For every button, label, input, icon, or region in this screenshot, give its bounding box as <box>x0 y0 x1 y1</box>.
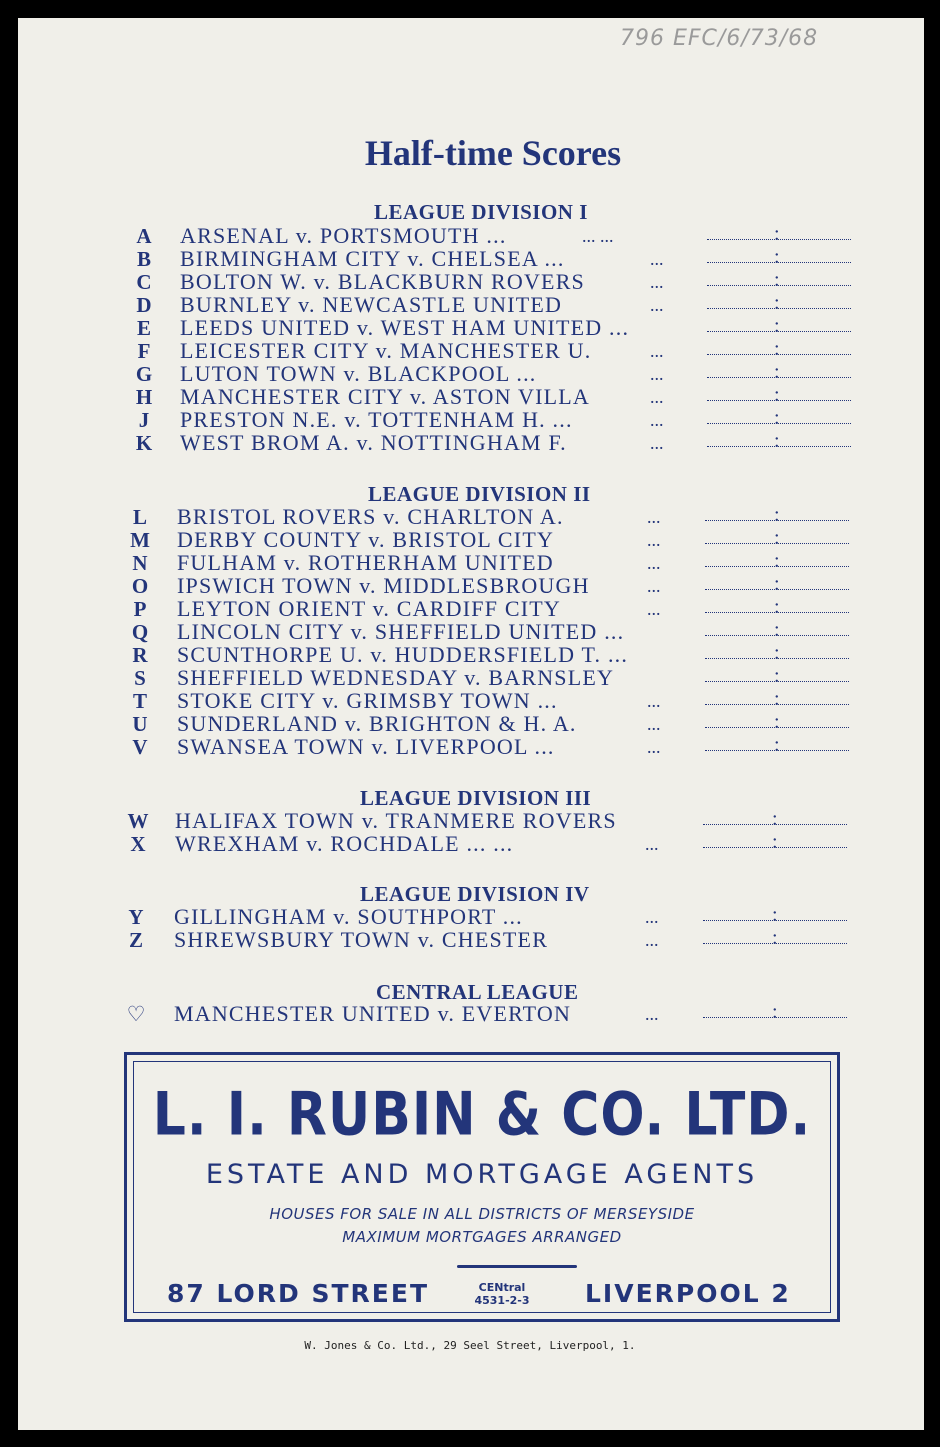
fixture-text: PRESTON N.E. v. TOTTENHAM H. ... <box>180 407 573 432</box>
score-colon: : <box>774 665 780 687</box>
advert-line-1: HOUSES FOR SALE IN ALL DISTRICTS OF MERSEYSIDE <box>269 1205 695 1223</box>
fixture-text: STOKE CITY v. GRIMSBY TOWN ... <box>177 688 558 713</box>
score-colon: : <box>774 734 780 756</box>
score-colon: : <box>774 550 780 572</box>
fixture-text: MANCHESTER UNITED v. EVERTON <box>174 1001 572 1026</box>
fixture-letter: P <box>133 597 147 621</box>
fixture-text: IPSWICH TOWN v. MIDDLESBROUGH <box>177 573 590 598</box>
fixture-letter: Y <box>128 905 144 929</box>
division-2-heading: LEAGUE DIVISION II <box>368 482 591 506</box>
score-colon: : <box>772 808 778 830</box>
phone-exchange: CENtral <box>478 1281 526 1294</box>
fixture-row <box>0 224 900 248</box>
fixture-row <box>0 270 900 294</box>
fixture-letter: C <box>136 270 152 294</box>
fixture-row <box>0 735 900 759</box>
fixture-text: LINCOLN CITY v. SHEFFIELD UNITED ... <box>177 619 625 644</box>
fixture-letter: U <box>132 712 148 736</box>
fixture-row <box>0 689 900 713</box>
fixture-text: WREXHAM v. ROCHDALE ... ... <box>175 831 514 856</box>
score-colon: : <box>774 596 780 618</box>
central-league-heading: CENTRAL LEAGUE <box>376 980 579 1004</box>
fixture-text: BRISTOL ROVERS v. CHARLTON A. <box>177 504 564 529</box>
division-1-heading: LEAGUE DIVISION I <box>374 200 588 224</box>
fixture-row <box>0 620 900 644</box>
fixture-letter: M <box>130 528 150 552</box>
advert-city: LIVERPOOL 2 <box>585 1279 791 1308</box>
fixture-dots: ... <box>647 530 661 550</box>
score-colon: : <box>774 642 780 664</box>
fixture-text: ARSENAL v. PORTSMOUTH ... <box>180 223 507 248</box>
fixture-row <box>0 316 900 340</box>
score-colon: : <box>774 430 780 452</box>
fixture-letter: Z <box>128 928 143 952</box>
fixture-row <box>0 339 900 363</box>
advertisement-box <box>124 1052 840 1322</box>
fixture-letter: L <box>132 505 147 529</box>
fixture-text: SWANSEA TOWN v. LIVERPOOL ... <box>177 734 555 759</box>
fixture-dots: ... <box>650 272 664 292</box>
fixture-text: SUNDERLAND v. BRIGHTON & H. A. <box>177 711 577 736</box>
score-colon: : <box>772 831 778 853</box>
fixture-dots: ... <box>645 834 659 854</box>
score-colon: : <box>774 407 780 429</box>
score-colon: : <box>774 223 780 245</box>
fixture-text: MANCHESTER CITY v. ASTON VILLA <box>180 384 591 409</box>
fixture-letter: X <box>130 832 146 856</box>
advertiser-name: L. I. RUBIN & CO. LTD. <box>152 1080 812 1150</box>
fixture-row <box>0 905 900 929</box>
fixture-letter: H <box>135 385 153 409</box>
fixture-dots: ... ... <box>582 226 614 246</box>
printer-imprint: W. Jones & Co. Ltd., 29 Seel Street, Liverpool, 1. <box>304 1339 636 1352</box>
score-colon: : <box>774 315 780 337</box>
score-colon: : <box>774 711 780 733</box>
advert-divider <box>457 1265 577 1268</box>
fixture-text: LEEDS UNITED v. WEST HAM UNITED ... <box>180 315 630 340</box>
score-colon: : <box>774 384 780 406</box>
fixture-text: WEST BROM A. v. NOTTINGHAM F. <box>180 430 567 455</box>
fixture-dots: ... <box>650 364 664 384</box>
fixture-row <box>0 362 900 386</box>
score-colon: : <box>774 361 780 383</box>
fixture-letter: T <box>132 689 147 713</box>
fixture-row <box>0 1002 900 1026</box>
fixture-dots: ... <box>650 249 664 269</box>
advert-address: 87 LORD STREET <box>167 1279 430 1308</box>
score-colon: : <box>774 573 780 595</box>
fixture-text: LEYTON ORIENT v. CARDIFF CITY <box>177 596 561 621</box>
fixture-letter: O <box>131 574 149 598</box>
fixture-dots: ... <box>650 387 664 407</box>
fixture-row <box>0 597 900 621</box>
score-colon: : <box>774 619 780 641</box>
advert-line-2: MAXIMUM MORTGAGES ARRANGED <box>342 1228 622 1246</box>
page-title: Half-time Scores <box>364 133 622 173</box>
fixture-dots: ... <box>647 507 661 527</box>
fixture-dots: ... <box>645 930 659 950</box>
division-3-heading: LEAGUE DIVISION III <box>360 786 592 810</box>
fixture-dots: ... <box>647 599 661 619</box>
fixture-row <box>0 928 900 952</box>
fixture-row <box>0 431 900 455</box>
fixture-row <box>0 666 900 690</box>
fixture-letter: Q <box>131 620 149 644</box>
fixture-row <box>0 574 900 598</box>
fixture-letter: N <box>132 551 148 575</box>
fixture-dots: ... <box>647 737 661 757</box>
fixture-letter: D <box>136 293 152 317</box>
fixture-dots: ... <box>650 341 664 361</box>
fixture-text: GILLINGHAM v. SOUTHPORT ... <box>174 904 523 929</box>
fixture-dots: ... <box>650 410 664 430</box>
fixture-row <box>0 385 900 409</box>
fixture-letter: J <box>138 408 150 432</box>
fixture-row <box>0 247 900 271</box>
fixture-text: SHEFFIELD WEDNESDAY v. BARNSLEY <box>177 665 615 690</box>
score-colon: : <box>774 246 780 268</box>
fixture-letter: S <box>134 666 146 690</box>
fixture-letter: V <box>132 735 148 759</box>
fixture-dots: ... <box>647 714 661 734</box>
fixture-row <box>0 643 900 667</box>
fixture-letter: R <box>132 643 148 667</box>
fixture-text: BIRMINGHAM CITY v. CHELSEA ... <box>180 246 565 271</box>
fixture-row <box>0 408 900 432</box>
advertiser-tagline: ESTATE AND MORTGAGE AGENTS <box>205 1159 759 1190</box>
fixture-letter: E <box>136 316 151 340</box>
fixture-dots: ... <box>650 295 664 315</box>
heart-icon: ♡ <box>126 1002 146 1026</box>
fixture-text: LUTON TOWN v. BLACKPOOL ... <box>180 361 537 386</box>
fixture-text: FULHAM v. ROTHERHAM UNITED <box>177 550 554 575</box>
archive-reference: 796 EFC/6/73/68 <box>620 26 819 51</box>
fixture-row <box>0 712 900 736</box>
score-colon: : <box>772 927 778 949</box>
score-colon: : <box>774 269 780 291</box>
fixture-letter: W <box>127 809 149 833</box>
fixture-dots: ... <box>645 907 659 927</box>
fixture-text: DERBY COUNTY v. BRISTOL CITY <box>177 527 555 552</box>
score-colon: : <box>774 527 780 549</box>
fixture-dots: ... <box>647 576 661 596</box>
fixture-dots: ... <box>647 553 661 573</box>
fixture-row <box>0 505 900 529</box>
fixture-text: BOLTON W. v. BLACKBURN ROVERS <box>180 269 585 294</box>
score-colon: : <box>774 292 780 314</box>
fixture-text: LEICESTER CITY v. MANCHESTER U. <box>180 338 592 363</box>
fixture-row <box>0 528 900 552</box>
fixture-letter: B <box>136 247 151 271</box>
fixture-letter: F <box>137 339 151 363</box>
division-4-heading: LEAGUE DIVISION IV <box>360 882 590 906</box>
score-colon: : <box>772 1001 778 1023</box>
score-colon: : <box>774 688 780 710</box>
fixture-letter: A <box>136 224 152 248</box>
fixture-dots: ... <box>650 433 664 453</box>
fixture-row <box>0 551 900 575</box>
fixture-dots: ... <box>647 691 661 711</box>
fixture-text: SCUNTHORPE U. v. HUDDERSFIELD T. ... <box>177 642 629 667</box>
fixture-letter: G <box>135 362 153 386</box>
fixture-dots: ... <box>645 1004 659 1024</box>
fixture-text: HALIFAX TOWN v. TRANMERE ROVERS <box>175 808 617 833</box>
score-colon: : <box>774 504 780 526</box>
fixture-text: BURNLEY v. NEWCASTLE UNITED <box>180 292 563 317</box>
fixture-letter: K <box>135 431 153 455</box>
fixture-row <box>0 832 900 856</box>
advert-phone <box>467 1281 537 1307</box>
fixture-row <box>0 293 900 317</box>
score-colon: : <box>772 904 778 926</box>
phone-number: 4531-2-3 <box>474 1294 530 1307</box>
fixture-row <box>0 809 900 833</box>
score-colon: : <box>774 338 780 360</box>
fixture-text: SHREWSBURY TOWN v. CHESTER <box>174 927 549 952</box>
